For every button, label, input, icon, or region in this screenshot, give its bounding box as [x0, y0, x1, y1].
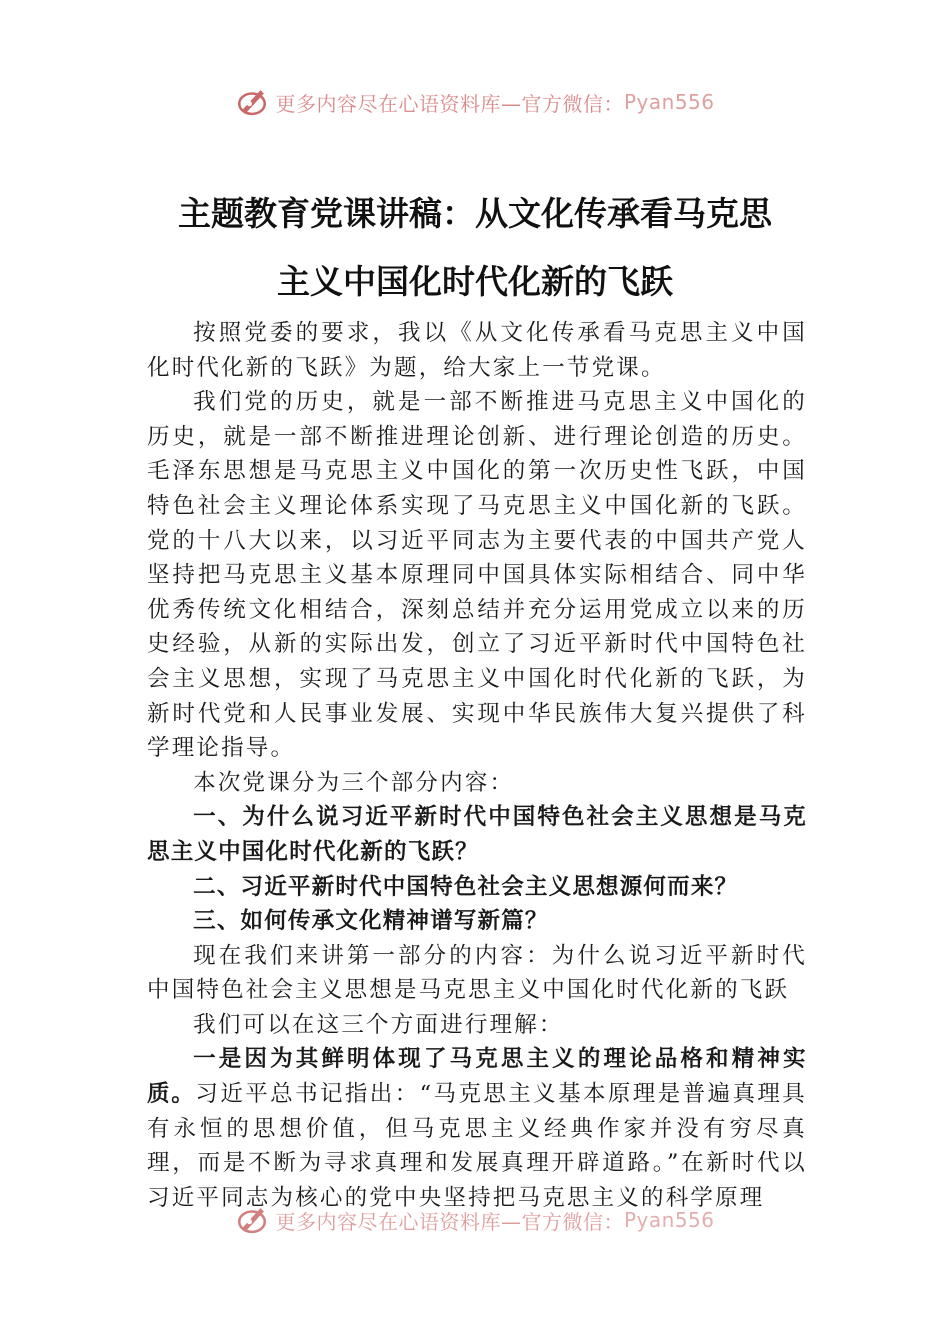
aspect-one-text: 习近平总书记指出：“马克思主义基本原理是普遍真理具有永恒的思想价值，但马克思主义经典作家并没有穷尽真理，而是不断为寻求真理和发展真理开辟道路。”在新时代以习近平同志为核心的党中央坚持把马克思主义的科学原理 [147, 1081, 807, 1211]
watermark-text: 更多内容尽在心语资料库—官方微信： [275, 1209, 624, 1234]
document-body [147, 316, 807, 1215]
aspect-one-heading: 一是因为其鲜明体现了马克思主义的理论品格和精神实质。 [147, 1046, 807, 1108]
paragraph-three-aspects: 我们可以在这三个方面进行理解： [193, 1011, 564, 1038]
watermark-text: 更多内容尽在心语资料库—官方微信： [275, 91, 624, 116]
brush-pen-logo-icon [235, 85, 269, 119]
paragraph-aspect-one [147, 1042, 807, 1215]
paragraph-part-one-intro: 现在我们来讲第一部分的内容：为什么说习近平新时代中国特色社会主义思想是马克思主义中国化时代化新的飞跃 [147, 942, 807, 1004]
document-title-line-1: 主题教育党课讲稿：从文化传承看马克思 [178, 194, 772, 233]
watermark-wechat-id: Pyan556 [623, 90, 715, 114]
outline-item-2: 二、习近平新时代中国特色社会主义思想源何而来？ [193, 873, 739, 900]
outline-item-3: 三、如何传承文化精神谱写新篇？ [193, 908, 549, 935]
watermark-wechat-id: Pyan556 [623, 1208, 715, 1232]
paragraph-outline-intro: 本次党课分为三个部分内容： [193, 769, 515, 796]
watermark-footer [0, 1198, 950, 1242]
paragraph-history: 我们党的历史，就是一部不断推进马克思主义中国化的历史，就是一部不断推进理论创新、进行理论创造的历史。毛泽东思想是马克思主义中国化的第一次历史性飞跃，中国特色社会主义理论体系实现了马克思主义中国化新的飞跃。党的十八大以来，以习近平同志为主要代表的中国共产党人坚持把马克思主义基本原理同中国具体实际相结合、同中华优秀传统文化相结合，深刻总结并充分运用党成立以来的历史经验，从新的实际出发，创立了习近平新时代中国特色社会主义思想，实现了马克思主义中国化时代化新的飞跃，为新时代党和人民事业发展、实现中华民族伟大复兴提供了科学理论指导。 [147, 389, 807, 762]
paragraph-intro: 按照党委的要求，我以《从文化传承看马克思主义中国化时代化新的飞跃》为题，给大家上一节党课。 [147, 320, 807, 381]
brush-pen-logo-icon [235, 1203, 269, 1237]
outline-item-1: 一、为什么说习近平新时代中国特色社会主义思想是马克思主义中国化时代化新的飞跃？ [147, 804, 807, 865]
document-title-line-2: 主义中国化时代化新的飞跃 [277, 262, 673, 301]
watermark-header [0, 80, 950, 124]
